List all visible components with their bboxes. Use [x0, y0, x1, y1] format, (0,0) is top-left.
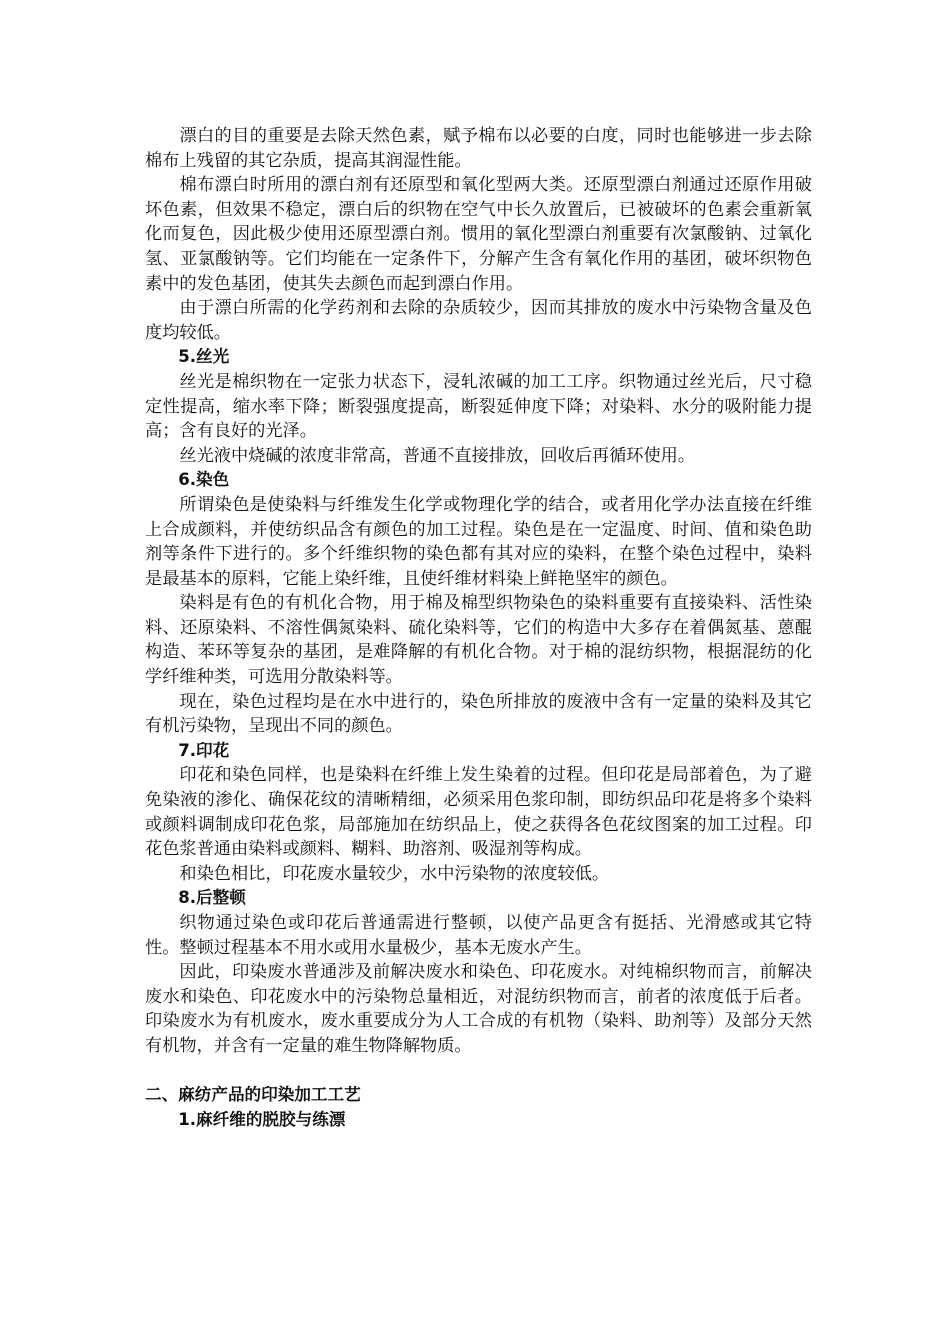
paragraph-bleaching-purpose: 漂白的目的重要是去除天然色素，赋予棉布以必要的白度，同时也能够进一步去除棉布上残留的其它杂质，提高其润湿性能。 — [145, 126, 812, 171]
paragraph-wastewater-summary: 因此，印染废水普通涉及前解决废水和染色、印花废水。对纯棉织物而言，前解决废水和染色、印花废水中的污染物总量相近，对混纺织物而言，前者的浓度低于后者。印染废水为有机废水，废水重要成分为人工合成的有机物（染料、助剂等）及部分天然有机物，并含有一定量的难生物降解物质。 — [145, 962, 812, 1056]
heading-finishing: 8.后整顿 — [178, 888, 246, 908]
paragraph-dyeing-wastewater: 现在，染色过程均是在水中进行的，染色所排放的废液中含有一定量的染料及其它有机污染物，呈现出不同的颜色。 — [145, 691, 812, 737]
heading-mercerizing: 5.丝光 — [178, 347, 230, 367]
paragraph-mercerizing-process: 丝光是棉织物在一定张力状态下，浸轧浓碱的加工工序。织物通过丝光后，尺寸稳定性提高，缩水率下降；断裂强度提高，断裂延伸度下降；对染料、水分的吸附能力提高；含有良好的光泽。 — [145, 371, 812, 442]
section-heading-hemp: 二、麻纺产品的印染加工工艺 — [145, 1085, 361, 1105]
document-page — [145, 124, 812, 1132]
paragraph-dyeing-definition: 所谓染色是使染料与纤维发生化学或物理化学的结合，或者用化学办法直接在纤维上合成颜料，并使纺织品含有颜色的加工过程。染色是在一定温度、时间、值和染色助剂等条件下进行的。多个纤维织物的染色都有其对应的染料，在整个染色过程中，染料是最基本的原料，它能上染纤维，且使纤维材料染上鲜艳坚牢的颜色。 — [145, 494, 812, 589]
paragraph-bleaching-wastewater: 由于漂白所需的化学药剂和去除的杂质较少，因而其排放的废水中污染物含量及色度均较低。 — [145, 298, 812, 343]
heading-printing: 7.印花 — [178, 740, 230, 760]
paragraph-printing-wastewater: 和染色相比，印花废水量较少，水中污染物的浓度较低。 — [179, 863, 610, 884]
paragraph-mercerizing-wastewater: 丝光液中烧碱的浓度非常高，普通不直接排放，回收后再循环使用。 — [179, 445, 696, 466]
paragraph-bleaching-agents: 棉布漂白时所用的漂白剂有还原型和氧化型两大类。还原型漂白剂通过还原作用破坏色素，但效果不稳定，漂白后的织物在空气中长久放置后，已被破坏的色素会重新氧化而复色，因此极少使用还原型漂白剂。惯用的氧化型漂白剂重要有次氯酸钠、过氧化氢、亚氯酸钠等。它们均能在一定条件下，分解产生含有氧化作用的基团，破坏织物色素中的发色基团，使其失去颜色而起到漂白作用。 — [145, 175, 812, 294]
heading-dyeing: 6.染色 — [178, 470, 230, 490]
paragraph-dyestuffs: 染料是有色的有机化合物，用于棉及棉型织物染色的染料重要有直接染料、活性染料、还原染料、不溶性偶氮染料、硫化染料等，它们的构造中大多存在着偶氮基、蒽醌构造、苯环等复杂的基团，是难降解的有机化合物。对于棉的混纺织物，根据混纺的化学纤维种类，可选用分散染料等。 — [145, 593, 812, 688]
paragraph-printing-process: 印花和染色同样，也是染料在纤维上发生染着的过程。但印花是局部着色，为了避免染液的渗化、确保花纹的清晰精细，必须采用色浆印制，即纺织品印花是将多个染料或颜料调制成印花色浆，局部施加在纺织品上，使之获得各色花纹图案的加工过程。印花色浆普通由染料或颜料、糊料、助溶剂、吸湿剂等构成。 — [145, 765, 812, 860]
heading-hemp-degumming: 1.麻纤维的脱胶与练漂 — [178, 1109, 346, 1129]
paragraph-finishing-process: 织物通过染色或印花后普通需进行整顿，以使产品更含有挺括、光滑感或其它特性。整顿过程基本不用水或用水量极少，基本无废水产生。 — [145, 913, 812, 958]
